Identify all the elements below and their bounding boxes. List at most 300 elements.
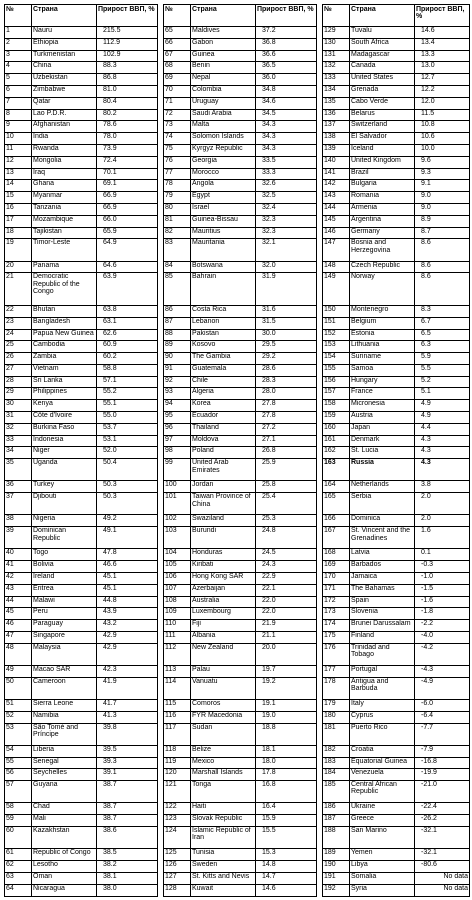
growth-value-cell: 32.4 xyxy=(256,203,317,215)
growth-value-cell: 64.9 xyxy=(97,239,158,261)
country-cell: Latvia xyxy=(350,549,415,561)
header-growth: Прирост ВВП, % xyxy=(256,5,317,27)
rank-cell: 28 xyxy=(5,376,32,388)
growth-value-cell: 4.9 xyxy=(415,412,470,424)
table-row xyxy=(5,781,470,803)
table-row xyxy=(5,38,470,50)
growth-value-cell: 38.6 xyxy=(97,826,158,848)
rank-cell: 46 xyxy=(5,620,32,632)
growth-value-cell: 63.1 xyxy=(97,317,158,329)
country-cell: Germany xyxy=(350,227,415,239)
growth-value-cell: 38.7 xyxy=(97,815,158,827)
rank-cell: 136 xyxy=(323,109,350,121)
table-row xyxy=(5,849,470,861)
rank-cell: 60 xyxy=(5,826,32,848)
growth-value-cell: 37.2 xyxy=(256,27,317,39)
table-row xyxy=(5,665,470,677)
table-row xyxy=(5,677,470,699)
rank-cell: 68 xyxy=(164,62,191,74)
growth-value-cell: 14.6 xyxy=(256,884,317,897)
rank-cell: 121 xyxy=(164,781,191,803)
country-cell: Guyana xyxy=(32,781,97,803)
country-cell: Korea xyxy=(191,400,256,412)
rank-cell: 63 xyxy=(5,872,32,884)
rank-cell: 39 xyxy=(5,527,32,549)
rank-cell: 165 xyxy=(323,493,350,515)
rank-cell: 178 xyxy=(323,677,350,699)
rank-cell: 85 xyxy=(164,273,191,306)
country-cell: Montenegro xyxy=(350,305,415,317)
growth-value-cell: -2.2 xyxy=(415,620,470,632)
growth-value-cell: 55.2 xyxy=(97,388,158,400)
growth-value-cell: 19.1 xyxy=(256,699,317,711)
country-cell: Taiwan Province of China xyxy=(191,493,256,515)
rank-cell: 41 xyxy=(5,561,32,573)
growth-value-cell: 14.8 xyxy=(256,860,317,872)
country-cell: São Tomé and Príncipe xyxy=(32,723,97,745)
country-cell: Jamaica xyxy=(350,573,415,585)
country-cell: Zimbabwe xyxy=(32,85,97,97)
country-cell: Brunei Darussalam xyxy=(350,620,415,632)
rank-cell: 115 xyxy=(164,699,191,711)
country-cell: Papua New Guinea xyxy=(32,329,97,341)
growth-value-cell: 53.1 xyxy=(97,435,158,447)
rank-cell: 55 xyxy=(5,757,32,769)
rank-cell: 137 xyxy=(323,121,350,133)
growth-value-cell: 29.5 xyxy=(256,341,317,353)
rank-cell: 24 xyxy=(5,329,32,341)
country-cell: Australia xyxy=(191,596,256,608)
rank-cell: 23 xyxy=(5,317,32,329)
table-row xyxy=(5,608,470,620)
country-cell: Bosnia and Herzegovina xyxy=(350,239,415,261)
rank-cell: 92 xyxy=(164,376,191,388)
rank-cell: 187 xyxy=(323,815,350,827)
country-cell: Serbia xyxy=(350,493,415,515)
growth-value-cell: -22.4 xyxy=(415,803,470,815)
growth-value-cell: 66.0 xyxy=(97,215,158,227)
rank-cell: 118 xyxy=(164,745,191,757)
rank-cell: 83 xyxy=(164,239,191,261)
growth-value-cell: 10.8 xyxy=(415,121,470,133)
growth-value-cell: 20.0 xyxy=(256,643,317,665)
growth-value-cell: -4.2 xyxy=(415,643,470,665)
country-cell: Peru xyxy=(32,608,97,620)
country-cell: Austria xyxy=(350,412,415,424)
country-cell: Argentina xyxy=(350,215,415,227)
rank-cell: 167 xyxy=(323,527,350,549)
growth-value-cell: 24.3 xyxy=(256,561,317,573)
growth-value-cell: 2.0 xyxy=(415,493,470,515)
header-country: Страна xyxy=(191,5,256,27)
table-row xyxy=(5,527,470,549)
growth-value-cell: 5.2 xyxy=(415,376,470,388)
rank-cell: 133 xyxy=(323,74,350,86)
rank-cell: 120 xyxy=(164,769,191,781)
table-row xyxy=(5,376,470,388)
growth-value-cell: 46.6 xyxy=(97,561,158,573)
growth-value-cell: 33.3 xyxy=(256,168,317,180)
growth-value-cell: 8.6 xyxy=(415,273,470,306)
table-row xyxy=(5,435,470,447)
country-cell: Kyrgyz Republic xyxy=(191,144,256,156)
growth-value-cell: 26.8 xyxy=(256,447,317,459)
growth-value-cell: 39.3 xyxy=(97,757,158,769)
growth-value-cell: 41.7 xyxy=(97,699,158,711)
country-cell: Oman xyxy=(32,872,97,884)
country-cell: St. Lucia xyxy=(350,447,415,459)
rank-cell: 108 xyxy=(164,596,191,608)
rank-cell: 149 xyxy=(323,273,350,306)
growth-value-cell: 9.0 xyxy=(415,203,470,215)
country-cell: Indonesia xyxy=(32,435,97,447)
table-row xyxy=(5,699,470,711)
table-row xyxy=(5,481,470,493)
growth-value-cell: -32.1 xyxy=(415,826,470,848)
country-cell: FYR Macedonia xyxy=(191,711,256,723)
rank-cell: 171 xyxy=(323,584,350,596)
country-cell: Cabo Verde xyxy=(350,97,415,109)
table-row xyxy=(5,459,470,481)
rank-cell: 99 xyxy=(164,459,191,481)
country-cell: Slovenia xyxy=(350,608,415,620)
table-row xyxy=(5,133,470,145)
growth-value-cell: 21.1 xyxy=(256,632,317,644)
table-row xyxy=(5,826,470,848)
table-row xyxy=(5,85,470,97)
country-cell: Uzbekistan xyxy=(32,74,97,86)
rank-cell: 82 xyxy=(164,227,191,239)
country-cell: Greece xyxy=(350,815,415,827)
growth-value-cell: 19.7 xyxy=(256,665,317,677)
growth-value-cell: 0.1 xyxy=(415,549,470,561)
country-cell: Central African Republic xyxy=(350,781,415,803)
growth-value-cell: 15.5 xyxy=(256,826,317,848)
country-cell: Egypt xyxy=(191,192,256,204)
growth-value-cell: 88.3 xyxy=(97,62,158,74)
country-cell: Slovak Republic xyxy=(191,815,256,827)
rank-cell: 111 xyxy=(164,632,191,644)
rank-cell: 26 xyxy=(5,353,32,365)
country-cell: Tonga xyxy=(191,781,256,803)
rank-cell: 4 xyxy=(5,62,32,74)
rank-cell: 98 xyxy=(164,447,191,459)
growth-value-cell: 65.9 xyxy=(97,227,158,239)
table-row xyxy=(5,803,470,815)
growth-value-cell: 8.3 xyxy=(415,305,470,317)
rank-cell: 75 xyxy=(164,144,191,156)
country-cell: Jordan xyxy=(191,481,256,493)
rank-cell: 20 xyxy=(5,261,32,273)
country-cell: Namibia xyxy=(32,711,97,723)
rank-cell: 151 xyxy=(323,317,350,329)
country-cell: Hungary xyxy=(350,376,415,388)
growth-value-cell: 4.9 xyxy=(415,400,470,412)
growth-value-cell: 18.0 xyxy=(256,757,317,769)
country-cell: Chile xyxy=(191,376,256,388)
country-cell: Trinidad and Tobago xyxy=(350,643,415,665)
country-cell: Somalia xyxy=(350,872,415,884)
rank-cell: 163 xyxy=(323,459,350,481)
growth-value-cell: 15.3 xyxy=(256,849,317,861)
rank-cell: 143 xyxy=(323,192,350,204)
country-cell: Malawi xyxy=(32,596,97,608)
rank-cell: 154 xyxy=(323,353,350,365)
table-row xyxy=(5,121,470,133)
growth-value-cell: 39.5 xyxy=(97,745,158,757)
table-row xyxy=(5,27,470,39)
rank-cell: 93 xyxy=(164,388,191,400)
growth-value-cell: 22.9 xyxy=(256,573,317,585)
table-row xyxy=(5,305,470,317)
country-cell: Guinea-Bissau xyxy=(191,215,256,227)
rank-cell: 61 xyxy=(5,849,32,861)
rank-cell: 179 xyxy=(323,699,350,711)
rank-cell: 160 xyxy=(323,423,350,435)
growth-value-cell: 5.1 xyxy=(415,388,470,400)
country-cell: Barbados xyxy=(350,561,415,573)
growth-value-cell: 39.1 xyxy=(97,769,158,781)
growth-value-cell: -4.0 xyxy=(415,632,470,644)
rank-cell: 30 xyxy=(5,400,32,412)
country-cell: Equatorial Guinea xyxy=(350,757,415,769)
country-cell: Israel xyxy=(191,203,256,215)
country-cell: Algeria xyxy=(191,388,256,400)
country-cell: Nigeria xyxy=(32,515,97,527)
table-row xyxy=(5,144,470,156)
rank-cell: 64 xyxy=(5,884,32,897)
growth-value-cell: 25.9 xyxy=(256,459,317,481)
rank-cell: 139 xyxy=(323,144,350,156)
growth-value-cell: 81.0 xyxy=(97,85,158,97)
gdp-growth-document xyxy=(4,4,469,897)
growth-value-cell: 55.0 xyxy=(97,412,158,424)
growth-value-cell: 31.5 xyxy=(256,317,317,329)
table-row xyxy=(5,273,470,306)
growth-value-cell: 1.6 xyxy=(415,527,470,549)
country-cell: Islamic Republic of Iran xyxy=(191,826,256,848)
country-cell: Seychelles xyxy=(32,769,97,781)
rank-cell: 184 xyxy=(323,769,350,781)
header-growth: Прирост ВВП, % xyxy=(415,5,470,27)
rank-cell: 3 xyxy=(5,50,32,62)
rank-cell: 88 xyxy=(164,329,191,341)
growth-value-cell: 27.1 xyxy=(256,435,317,447)
country-cell: Czech Republic xyxy=(350,261,415,273)
country-cell: Colombia xyxy=(191,85,256,97)
growth-value-cell: -1.8 xyxy=(415,608,470,620)
growth-value-cell: 10.6 xyxy=(415,133,470,145)
country-cell: Mexico xyxy=(191,757,256,769)
growth-value-cell: 5.5 xyxy=(415,364,470,376)
growth-value-cell: 43.2 xyxy=(97,620,158,632)
country-cell: Vietnam xyxy=(32,364,97,376)
rank-cell: 161 xyxy=(323,435,350,447)
rank-cell: 164 xyxy=(323,481,350,493)
country-cell: United Arab Emirates xyxy=(191,459,256,481)
country-cell: Finland xyxy=(350,632,415,644)
rank-cell: 8 xyxy=(5,109,32,121)
country-cell: Ireland xyxy=(32,573,97,585)
rank-cell: 145 xyxy=(323,215,350,227)
growth-value-cell: No data xyxy=(415,872,470,884)
table-row xyxy=(5,515,470,527)
growth-value-cell: 24.5 xyxy=(256,549,317,561)
country-cell: India xyxy=(32,133,97,145)
rank-cell: 147 xyxy=(323,239,350,261)
rank-cell: 43 xyxy=(5,584,32,596)
rank-cell: 49 xyxy=(5,665,32,677)
table-row xyxy=(5,400,470,412)
rank-cell: 148 xyxy=(323,261,350,273)
country-cell: Armenia xyxy=(350,203,415,215)
growth-value-cell: 42.9 xyxy=(97,632,158,644)
growth-value-cell: 36.5 xyxy=(256,62,317,74)
rank-cell: 144 xyxy=(323,203,350,215)
rank-cell: 80 xyxy=(164,203,191,215)
country-cell: Cyprus xyxy=(350,711,415,723)
country-cell: Turkmenistan xyxy=(32,50,97,62)
growth-value-cell: -1.6 xyxy=(415,596,470,608)
country-cell: Brazil xyxy=(350,168,415,180)
growth-value-cell: 32.6 xyxy=(256,180,317,192)
country-cell: Mauritania xyxy=(191,239,256,261)
rank-cell: 126 xyxy=(164,860,191,872)
growth-value-cell: 38.0 xyxy=(97,884,158,897)
growth-value-cell: 9.0 xyxy=(415,192,470,204)
growth-value-cell: 34.5 xyxy=(256,109,317,121)
rank-cell: 182 xyxy=(323,745,350,757)
growth-value-cell: -80.6 xyxy=(415,860,470,872)
country-cell: Sudan xyxy=(191,723,256,745)
country-cell: Botswana xyxy=(191,261,256,273)
growth-value-cell: 15.9 xyxy=(256,815,317,827)
rank-cell: 105 xyxy=(164,561,191,573)
country-cell: Uruguay xyxy=(191,97,256,109)
growth-value-cell: 4.3 xyxy=(415,447,470,459)
growth-value-cell: 32.3 xyxy=(256,227,317,239)
country-cell: Netherlands xyxy=(350,481,415,493)
table-row xyxy=(5,447,470,459)
growth-value-cell: 41.9 xyxy=(97,677,158,699)
rank-cell: 42 xyxy=(5,573,32,585)
header-num: № xyxy=(5,5,32,27)
rank-cell: 90 xyxy=(164,353,191,365)
growth-value-cell: 2.0 xyxy=(415,515,470,527)
growth-value-cell: 50.3 xyxy=(97,481,158,493)
rank-cell: 12 xyxy=(5,156,32,168)
growth-value-cell: 9.1 xyxy=(415,180,470,192)
country-cell: Timor-Leste xyxy=(32,239,97,261)
growth-value-cell: 39.8 xyxy=(97,723,158,745)
growth-value-cell: 112.9 xyxy=(97,38,158,50)
country-cell: Guinea xyxy=(191,50,256,62)
country-cell: Eritrea xyxy=(32,584,97,596)
rank-cell: 5 xyxy=(5,74,32,86)
table-row xyxy=(5,50,470,62)
growth-value-cell: 32.0 xyxy=(256,261,317,273)
growth-value-cell: 3.8 xyxy=(415,481,470,493)
growth-value-cell: 34.3 xyxy=(256,121,317,133)
rank-cell: 6 xyxy=(5,85,32,97)
growth-value-cell: 43.9 xyxy=(97,608,158,620)
rank-cell: 110 xyxy=(164,620,191,632)
rank-cell: 62 xyxy=(5,860,32,872)
growth-value-cell: 33.5 xyxy=(256,156,317,168)
country-cell: Moldova xyxy=(191,435,256,447)
table-row xyxy=(5,364,470,376)
country-cell: Dominica xyxy=(350,515,415,527)
rank-cell: 166 xyxy=(323,515,350,527)
country-cell: Russia xyxy=(350,459,415,481)
growth-value-cell: 34.3 xyxy=(256,144,317,156)
growth-value-cell: -4.9 xyxy=(415,677,470,699)
country-cell: Nauru xyxy=(32,27,97,39)
rank-cell: 94 xyxy=(164,400,191,412)
growth-value-cell: -26.2 xyxy=(415,815,470,827)
growth-value-cell: 12.0 xyxy=(415,97,470,109)
country-cell: Malta xyxy=(191,121,256,133)
country-cell: Mozambique xyxy=(32,215,97,227)
country-cell: Iceland xyxy=(350,144,415,156)
country-cell: The Gambia xyxy=(191,353,256,365)
country-cell: Romania xyxy=(350,192,415,204)
table-row xyxy=(5,261,470,273)
country-cell: Guatemala xyxy=(191,364,256,376)
country-cell: Lithuania xyxy=(350,341,415,353)
growth-value-cell: 38.7 xyxy=(97,781,158,803)
country-cell: Nepal xyxy=(191,74,256,86)
country-cell: Grenada xyxy=(350,85,415,97)
country-cell: Costa Rica xyxy=(191,305,256,317)
rank-cell: 127 xyxy=(164,872,191,884)
growth-value-cell: 34.8 xyxy=(256,85,317,97)
country-cell: Croatia xyxy=(350,745,415,757)
country-cell: Iraq xyxy=(32,168,97,180)
rank-cell: 34 xyxy=(5,447,32,459)
rank-cell: 103 xyxy=(164,527,191,549)
rank-cell: 57 xyxy=(5,781,32,803)
growth-value-cell: -19.9 xyxy=(415,769,470,781)
rank-cell: 84 xyxy=(164,261,191,273)
rank-cell: 25 xyxy=(5,341,32,353)
table-row xyxy=(5,643,470,665)
rank-cell: 119 xyxy=(164,757,191,769)
growth-value-cell: 8.9 xyxy=(415,215,470,227)
growth-value-cell: 36.0 xyxy=(256,74,317,86)
growth-value-cell: 38.5 xyxy=(97,849,158,861)
country-cell: Lao P.D.R. xyxy=(32,109,97,121)
country-cell: Singapore xyxy=(32,632,97,644)
growth-value-cell: -1.0 xyxy=(415,573,470,585)
country-cell: Kuwait xyxy=(191,884,256,897)
growth-value-cell: 57.1 xyxy=(97,376,158,388)
growth-value-cell: 52.0 xyxy=(97,447,158,459)
growth-value-cell: -6.0 xyxy=(415,699,470,711)
growth-value-cell: 63.8 xyxy=(97,305,158,317)
growth-value-cell: 55.1 xyxy=(97,400,158,412)
rank-cell: 109 xyxy=(164,608,191,620)
table-row xyxy=(5,192,470,204)
country-cell: Malaysia xyxy=(32,643,97,665)
growth-value-cell: 4.4 xyxy=(415,423,470,435)
growth-value-cell: 50.3 xyxy=(97,493,158,515)
country-cell: Palau xyxy=(191,665,256,677)
rank-cell: 191 xyxy=(323,872,350,884)
country-cell: Kiribati xyxy=(191,561,256,573)
table-row xyxy=(5,62,470,74)
table-row xyxy=(5,423,470,435)
